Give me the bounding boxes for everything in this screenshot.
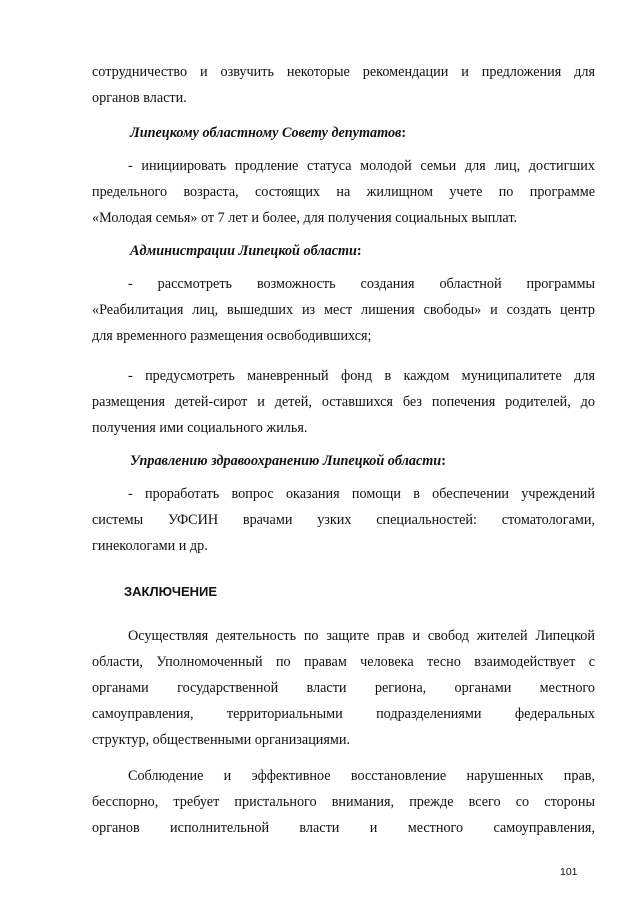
paragraph-line: органов исполнительной власти и местного самоуправления, xyxy=(92,820,595,836)
paragraph-line: - инициировать продление статуса молодой семьи для лиц, достигших xyxy=(128,158,595,174)
paragraph-line: Соблюдение и эффективное восстановление нарушенных прав, xyxy=(128,768,595,784)
paragraph-line: - рассмотреть возможность создания областной программы xyxy=(128,276,595,292)
paragraph-line: предельного возраста, состоящих на жилищном учете по программе xyxy=(92,184,595,200)
paragraph-line: структур, общественными организациями. xyxy=(92,732,351,748)
paragraph-line: размещения детей-сирот и детей, оставшихся без попечения родителей, до xyxy=(92,394,595,410)
paragraph-line: - предусмотреть маневренный фонд в каждом муниципалитете для xyxy=(128,368,595,384)
paragraph-line: Осуществляя деятельность по защите прав и свобод жителей Липецкой xyxy=(128,628,595,644)
section-heading xyxy=(130,124,633,142)
paragraph-line: - проработать вопрос оказания помощи в обеспечении учреждений xyxy=(128,486,595,502)
paragraph-line: бесспорно, требует пристального внимания, прежде всего со стороны xyxy=(92,794,595,810)
paragraph-line: гинекологами и др. xyxy=(92,538,208,554)
paragraph-line: органами государственной власти региона, органами местного xyxy=(92,680,595,696)
heading-colon: : xyxy=(356,243,362,259)
heading-text: Липецкому областному Совету депутатов xyxy=(130,125,402,141)
paragraph-line: системы УФСИН врачами узких специальностей: стоматологами, xyxy=(92,512,595,528)
paragraph-line: органов власти. xyxy=(92,90,187,106)
page-number: 101 xyxy=(560,866,578,878)
paragraph-line: сотрудничество и озвучить некоторые рекомендации и предложения для xyxy=(92,64,595,80)
paragraph-line: самоуправления, территориальными подразделениями федеральных xyxy=(92,706,595,722)
paragraph-line: «Реабилитация лиц, вышедших из мест лишения свободы» и создать центр xyxy=(92,302,595,318)
paragraph-line: получения ими социального жилья. xyxy=(92,420,308,436)
section-heading xyxy=(130,452,633,470)
paragraph-line: для временного размещения освободившихся; xyxy=(92,328,372,344)
heading-colon: : xyxy=(441,453,446,469)
heading-text: Администрации Липецкой области xyxy=(130,243,357,259)
paragraph-line: «Молодая семья» от 7 лет и более, для получения социальных выплат. xyxy=(92,210,518,226)
heading-text: Управлению здравоохранению Липецкой области xyxy=(130,453,442,469)
paragraph-line: области, Уполномоченный по правам человека тесно взаимодействует с xyxy=(92,654,595,670)
heading-colon: : xyxy=(401,125,407,141)
conclusion-title: ЗАКЛЮЧЕНИЕ xyxy=(124,584,218,599)
section-heading xyxy=(130,242,633,260)
